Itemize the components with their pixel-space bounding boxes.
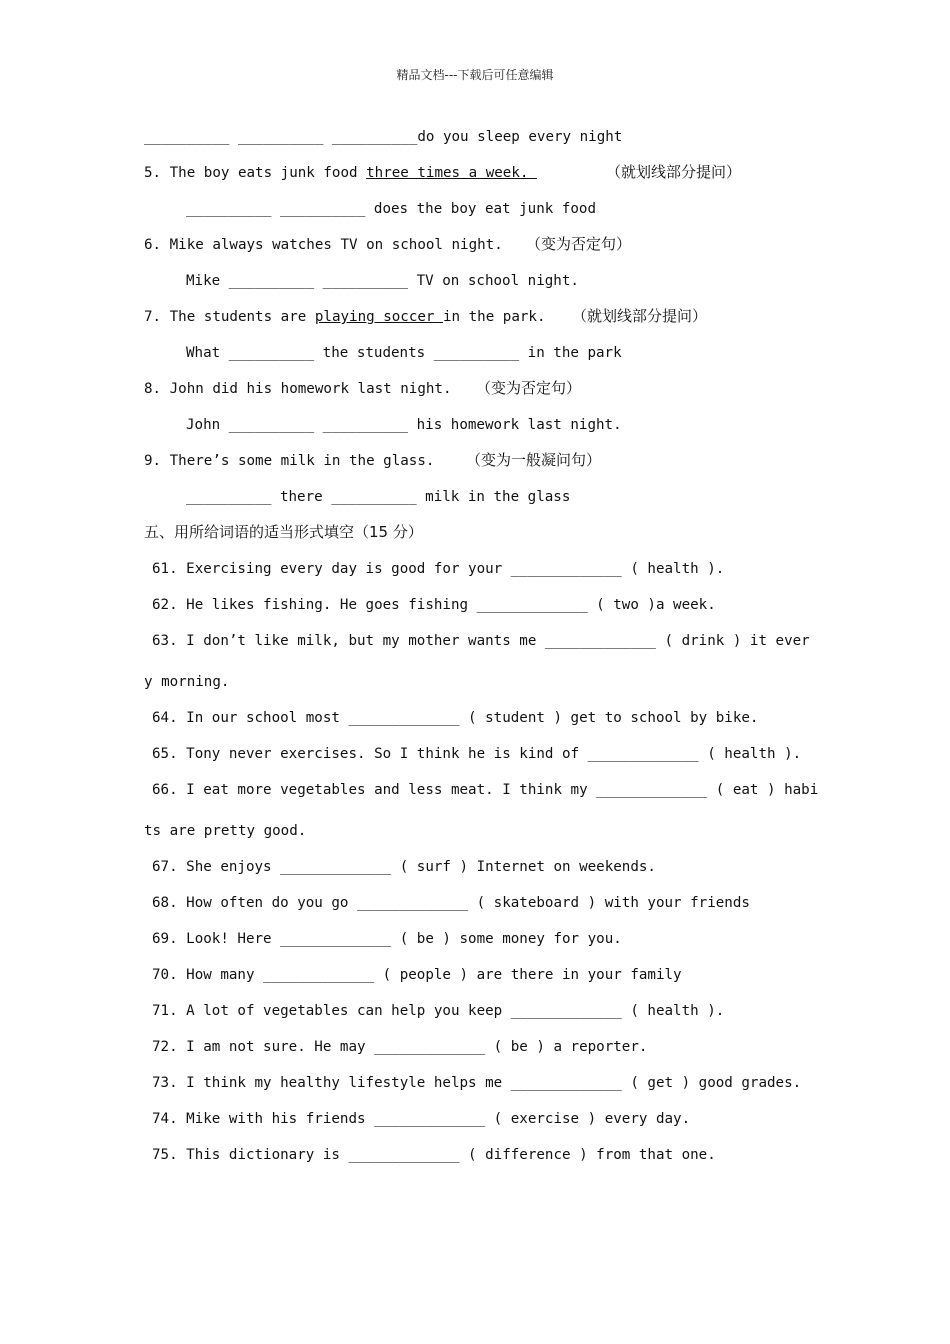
q5-question: [144, 164, 537, 182]
q9-question: [144, 452, 434, 470]
q9-answer-line: __________ there __________ milk in the glass: [186, 489, 571, 505]
q5-instruction: （就划线部分提问）: [606, 163, 742, 181]
exercise-68: 68. How often do you go _____________ ( skateboard ) with your friends: [152, 895, 750, 911]
exercise-63: 63. I don’t like milk, but my mother wants me _____________ ( drink ) it ever: [152, 633, 810, 649]
exercise-75: 75. This dictionary is _____________ ( difference ) from that one.: [152, 1147, 716, 1163]
q5-answer-line: __________ __________ does the boy eat junk food: [186, 201, 596, 217]
q8-answer-line: John __________ __________ his homework last night.: [186, 417, 622, 433]
section-five-title: 五、用所给词语的适当形式填空（15 分）: [144, 523, 423, 541]
q7-answer-line: What __________ the students __________ in the park: [186, 345, 622, 361]
q5-underlined: three times a week.: [366, 165, 537, 181]
q6-number: 6.: [144, 237, 162, 253]
q7-number: 7.: [144, 309, 162, 325]
q6-question: [144, 236, 503, 254]
q8-instruction: （变为否定句）: [476, 379, 582, 397]
q6-answer-line: Mike __________ __________ TV on school night.: [186, 273, 579, 289]
q6-instruction: （变为否定句）: [526, 235, 632, 253]
exercise-66-continued: ts are pretty good.: [144, 823, 307, 839]
q7-text-pre: The students are: [169, 309, 315, 325]
exercise-71: 71. A lot of vegetables can help you keep _____________ ( health ).: [152, 1003, 725, 1019]
q9-instruction: （变为一般凝问句）: [466, 451, 602, 469]
page-header: 精品文档---下载后可任意编辑: [396, 68, 554, 82]
exercise-67: 67. She enjoys _____________ ( surf ) Internet on weekends.: [152, 859, 656, 875]
q4-answer-line: __________ __________ __________do you sleep every night: [144, 129, 623, 145]
exercise-72: 72. I am not sure. He may _____________ ( be ) a reporter.: [152, 1039, 648, 1055]
exercise-64: 64. In our school most _____________ ( student ) get to school by bike.: [152, 710, 759, 726]
exercise-74: 74. Mike with his friends _____________ ( exercise ) every day.: [152, 1111, 691, 1127]
exercise-69: 69. Look! Here _____________ ( be ) some money for you.: [152, 931, 622, 947]
q8-text: John did his homework last night.: [169, 381, 452, 397]
q8-number: 8.: [144, 381, 162, 397]
exercise-61: 61. Exercising every day is good for your _____________ ( health ).: [152, 561, 725, 577]
exercise-65: 65. Tony never exercises. So I think he is kind of _____________ ( health ).: [152, 746, 802, 762]
exercise-70: 70. How many _____________ ( people ) are there in your family: [152, 967, 682, 983]
exercise-73: 73. I think my healthy lifestyle helps me _____________ ( get ) good grades.: [152, 1075, 802, 1091]
q7-text-post: in the park.: [442, 309, 546, 325]
q7-instruction: （就划线部分提问）: [572, 307, 708, 325]
exercise-62: 62. He likes fishing. He goes fishing _____________ ( two )a week.: [152, 597, 716, 613]
q5-text: The boy eats junk food: [169, 165, 367, 181]
q7-question: [144, 308, 545, 326]
q8-question: [144, 380, 452, 398]
q9-text: There’s some milk in the glass.: [169, 453, 435, 469]
q9-number: 9.: [144, 453, 162, 469]
exercise-63-continued: y morning.: [144, 674, 230, 690]
q7-underlined: playing soccer: [314, 309, 443, 325]
exercise-66: 66. I eat more vegetables and less meat. I think my _____________ ( eat ) habi: [152, 782, 819, 798]
q6-text: Mike always watches TV on school night.: [169, 237, 503, 253]
q5-number: 5.: [144, 165, 162, 181]
